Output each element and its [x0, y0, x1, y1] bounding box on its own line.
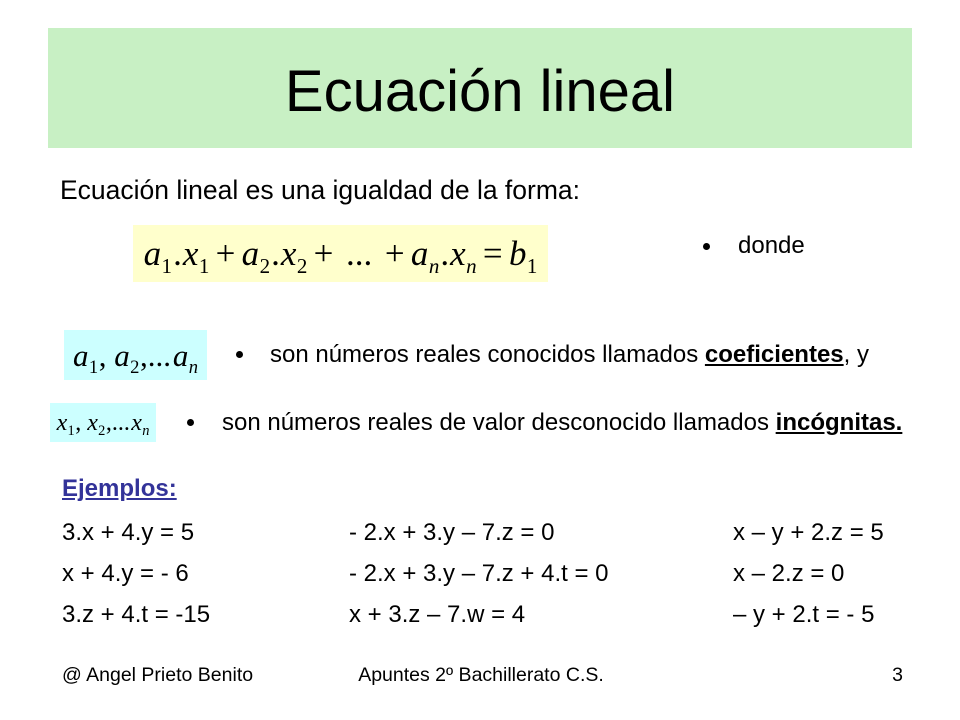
coefficients-box — [64, 330, 207, 380]
formula-subscript: 2 — [98, 423, 106, 440]
footer-author: @ Angel Prieto Benito — [62, 664, 254, 686]
examples-heading: Ejemplos: — [62, 475, 177, 502]
formula-comma: , — [98, 337, 107, 373]
where-text: donde — [738, 232, 805, 259]
coefficients-text-after: , y — [843, 341, 869, 368]
formula-term — [87, 409, 106, 440]
formula-subscript: n — [428, 254, 440, 279]
coefficients-description — [270, 340, 869, 370]
bullet-icon — [187, 419, 194, 426]
formula-term — [143, 234, 173, 279]
footer-course: Apuntes 2º Bachillerato C.S. — [358, 664, 604, 686]
formula-variable: a — [114, 337, 130, 373]
formula-term — [241, 234, 271, 279]
formula-subscript: 1 — [88, 356, 99, 378]
formula-plus-sign: + — [215, 234, 236, 273]
formula-plus-sign: + — [384, 234, 405, 273]
formula-subscript: 1 — [198, 254, 210, 279]
formula-subscript: 1 — [526, 254, 538, 279]
formula-variable: x — [56, 409, 68, 436]
formula-subscript: n — [142, 423, 150, 440]
formula-variable: a — [143, 234, 162, 273]
formula-subscript: 1 — [161, 254, 173, 279]
footer-page-number: 3 — [892, 664, 903, 686]
formula-subscript: n — [188, 356, 199, 378]
coefficients-text: son números reales conocidos llamados — [270, 341, 699, 368]
slide-title: Ecuación lineal — [284, 59, 676, 124]
formula-variable: a — [241, 234, 260, 273]
unknowns-description — [222, 408, 902, 438]
title-band — [48, 28, 912, 148]
example-equation: 3.z + 4.t = -15 — [62, 601, 211, 628]
formula-term — [172, 337, 199, 378]
formula-subscript: 2 — [130, 356, 140, 378]
formula-plus-sign: + — [313, 234, 334, 273]
formula-ellipsis: ... — [346, 234, 373, 273]
formula-variable: a — [72, 337, 89, 373]
formula-term — [114, 337, 140, 378]
bullet-icon — [236, 351, 243, 358]
formula-subscript: 2 — [296, 254, 308, 279]
unknowns-formula — [56, 409, 150, 440]
formula-term — [280, 234, 308, 279]
example-equation: x + 3.z – 7.w = 4 — [349, 601, 526, 628]
linear-equation-box — [133, 225, 548, 282]
formula-ellipsis: ,... — [140, 337, 171, 373]
formula-variable: a — [172, 337, 189, 373]
formula-comma: , — [75, 409, 82, 436]
linear-equation-formula — [143, 234, 538, 279]
formula-equals-sign: = — [482, 234, 503, 273]
formula-subscript: 2 — [259, 254, 271, 279]
formula-term — [182, 234, 210, 279]
formula-variable: x — [87, 409, 98, 436]
intro-text: Ecuación lineal es una igualdad de la forma: — [60, 175, 581, 205]
formula-term — [450, 234, 477, 279]
formula-subscript: n — [466, 254, 477, 279]
example-equation: x – y + 2.z = 5 — [733, 519, 884, 546]
unknowns-text: son números reales de valor desconocido llamados — [222, 409, 769, 436]
formula-variable: x — [131, 409, 142, 436]
formula-ellipsis: ,... — [105, 409, 130, 436]
formula-product-dot: . — [271, 234, 280, 273]
formula-product-dot: . — [440, 234, 450, 273]
formula-variable: x — [450, 234, 466, 273]
example-equation: x – 2.z = 0 — [733, 560, 845, 587]
coefficients-term: coeficientes — [704, 341, 844, 368]
bullet-icon — [703, 243, 710, 250]
example-equation: - 2.x + 3.y – 7.z = 0 — [349, 519, 555, 546]
formula-product-dot: . — [173, 234, 182, 273]
unknowns-box — [50, 403, 156, 442]
formula-subscript: 1 — [67, 423, 75, 440]
formula-term — [72, 337, 99, 378]
formula-term — [131, 409, 150, 440]
formula-variable: b — [508, 234, 527, 273]
example-equation: – y + 2.t = - 5 — [733, 601, 875, 628]
formula-term — [508, 234, 538, 279]
formula-variable: x — [280, 234, 297, 273]
formula-term — [56, 409, 75, 440]
unknowns-term: incógnitas. — [775, 409, 903, 436]
example-equation: x + 4.y = - 6 — [62, 560, 189, 587]
example-equation: 3.x + 4.y = 5 — [62, 519, 195, 546]
formula-term — [410, 234, 440, 279]
example-equation: - 2.x + 3.y – 7.z + 4.t = 0 — [349, 560, 609, 587]
coefficients-formula — [72, 337, 199, 378]
formula-variable: x — [182, 234, 199, 273]
formula-variable: a — [410, 234, 429, 273]
